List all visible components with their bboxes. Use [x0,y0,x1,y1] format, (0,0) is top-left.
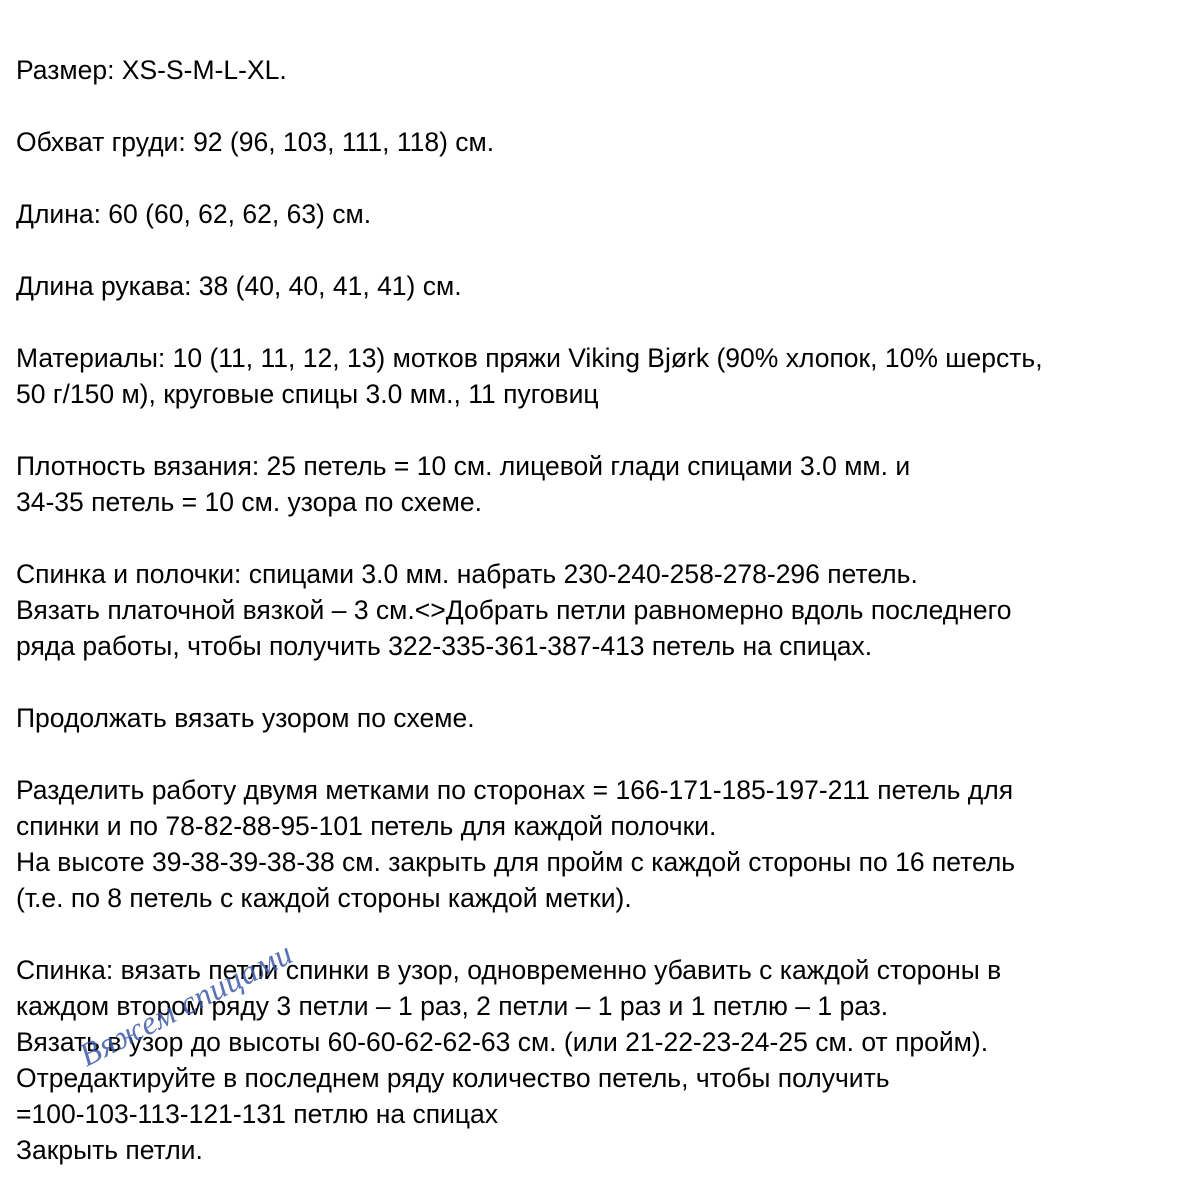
size-paragraph [16,52,1192,88]
divide-work-paragraph [16,772,1192,916]
text-line: Вязать в узор до высоты 60-60-62-62-63 см. (или 21-22-23-24-25 см. от пройм). [16,1027,989,1057]
text-line: Плотность вязания: 25 петель = 10 см. лицевой глади спицами 3.0 мм. и [16,451,911,481]
text-line: Длина рукава: 38 (40, 40, 41, 41) см. [16,271,462,301]
text-line: На высоте 39-38-39-38-38 см. закрыть для пройм с каждой стороны по 16 петель [16,847,1016,877]
pattern-paragraph [16,700,1192,736]
text-line: Отредактируйте в последнем ряду количество петель, чтобы получить [16,1063,890,1093]
text-line: Длина: 60 (60, 62, 62, 63) см. [16,199,372,229]
text-line: Вязать платочной вязкой – 3 см.<>Добрать петли равномерно вдоль последнего [16,595,1012,625]
text-line: Закрыть петли. [16,1135,203,1165]
text-line: ряда работы, чтобы получить 322-335-361-387-413 петель на спицах. [16,631,873,661]
text-line: Спинка: вязать петли спинки в узор, одновременно убавить с каждой стороны в [16,955,1002,985]
text-line: Спинка и полочки: спицами 3.0 мм. набрать 230-240-258-278-296 петель. [16,559,918,589]
text-line: каждом втором ряду 3 петли – 1 раз, 2 петли – 1 раз и 1 петлю – 1 раз. [16,991,889,1021]
text-line: 50 г/150 м), круговые спицы 3.0 мм., 11 пуговиц [16,379,599,409]
text-line: спинки и по 78-82-88-95-101 петель для каждой полочки. [16,811,717,841]
gauge-paragraph [16,448,1192,520]
materials-paragraph [16,340,1192,412]
text-line: Размер: XS-S-M-L-XL. [16,55,287,85]
text-line: Обхват груди: 92 (96, 103, 111, 118) см. [16,127,495,157]
text-line: Продолжать вязать узором по схеме. [16,703,475,733]
text-line: 34-35 петель = 10 см. узора по схеме. [16,487,482,517]
chest-paragraph [16,124,1192,160]
text-line: Материалы: 10 (11, 11, 12, 13) мотков пряжи Viking Bjørk (90% хлопок, 10% шерсть, [16,343,1043,373]
text-line: Разделить работу двумя метками по сторонах = 166-171-185-197-211 петель для [16,775,1014,805]
text-line: (т.е. по 8 петель с каждой стороны каждой метки). [16,883,632,913]
sleeve-length-paragraph [16,268,1192,304]
text-line: =100-103-113-121-131 петлю на спицах [16,1099,499,1129]
length-paragraph [16,196,1192,232]
watermark: Вяжем спицами [73,935,299,1075]
body-cast-on-paragraph [16,556,1192,664]
